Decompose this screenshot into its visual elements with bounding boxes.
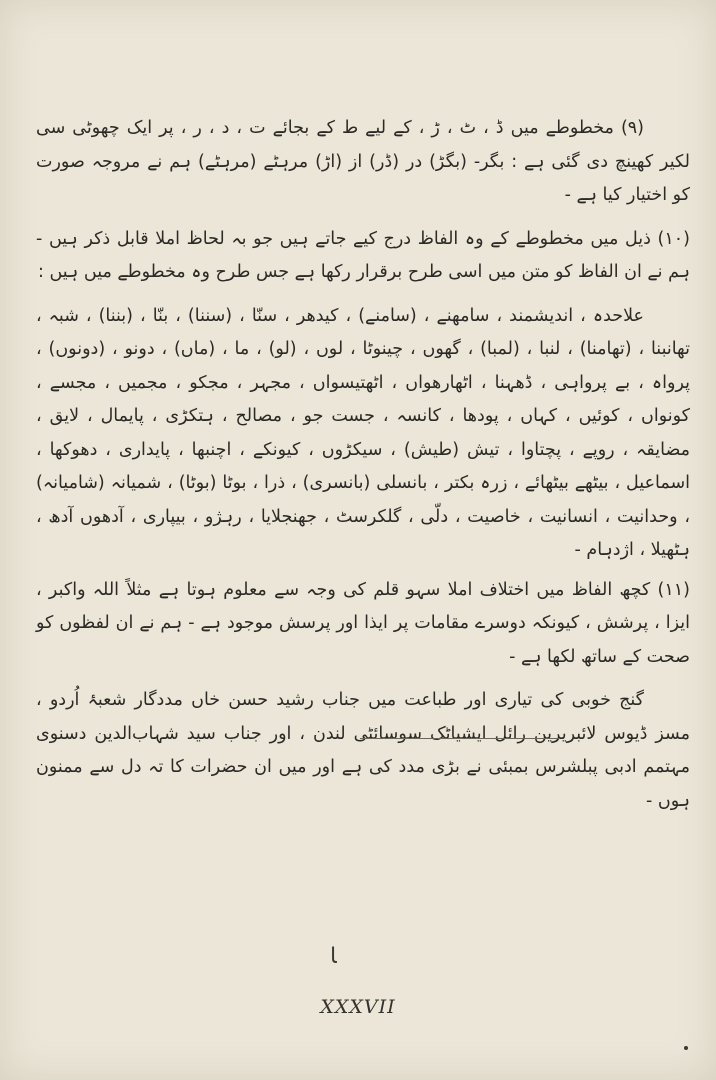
paragraph-10: (۱۰) ذیل میں مخطوطے کے وہ الفاظ درج کیے جاتے ہیں جو بہ لحاظ املا قابل ذکر ہیں - ہم نے ان الفاظ کو متن میں اسی طرح برقرار رکھا ہے جس طرح وہ مخطوطے میں ہیں :	[36, 228, 690, 282]
ink-dot	[684, 1046, 688, 1050]
acknowledgement-paragraph: گنج خوبی کی تیاری اور طباعت میں جناب رشید حسن خاں مددگار شعبۂ اُردو ، مسز ڈیوس لائبریرین رائل ایشیاٹک سوسائٹی لندن ، اور جناب سید شہاب‌الدین دسنوی مہتمم ادبی پبلشرس بمبئی نے بڑی مدد کی ہے اور میں ان حضرات کا تہ دل سے ممنون ہوں -	[36, 690, 690, 811]
paragraph-9: (۹) مخطوطے میں ڈ ، ٹ ، ڑ ، کے لیے ط کے بجائے ت ، د ، ر ، پر ایک چھوٹی سی لکیر کھینچ دی گئی ہے : بگر- (بگڑ) در (ڈر) از (اڑ) مرہٹے (مرہٹے) ہم نے مروجہ صورت کو اختیار کیا ہے -	[36, 118, 690, 205]
paragraph-11: (۱۱) کچھ الفاظ میں اختلاف املا سہو قلم کی وجہ سے معلوم ہوتا ہے مثلاً اللہ واکبر ، ایزا ، پرشش ، کیونکہ دوسرے مقامات پر ایذا اور پرسش موجود ہے - ہم نے ان لفظوں کو صحت کے ساتھ لکھا ہے -	[36, 579, 690, 667]
page-number: XXXVII	[320, 996, 396, 1018]
separator-rule	[360, 738, 560, 739]
folio-mark: ﺎ	[330, 944, 337, 969]
word-list-paragraph: علاحدہ ، اندیشمند ، سامھنے ، (سامنے) ، کیدھر ، سنّا ، (سننا) ، بنّا ، (بننا) ، شبہ ، تھانبنا ، (تھامنا) ، لنبا ، (لمبا) ، گھوں ، چینوٹا ، لوں ، (لو) ، ما ، (ماں) ، دونو ، (دونوں) ، پرواہ ، بے پرواہی ، ڈھہنا ، اٹھارھواں ، اٹھتیسواں ، مجہر ، مجکو ، مجمیں ، مجسے ، کونواں ، کوئیں ، کہاں ، پودھا ، کانسہ ، جست جو ، مصالح ، ہتکڑی ، پایمال ، لایق ، مضایقہ ، روپے ، پچتاوا ، تیش (طیش) ، سیکڑوں ، کیونکے ، اچنبھا ، پایداری ، دھوکھا ، اسماعیل ، بیٹھے بیٹھائے ، زرہ بکتر ، بانسلی (بانسری) ، ذرا ، بوٹا (بوٹا) ، شمیانہ (شامیانہ) ، وحدانیت ، انسانیت ، خاصیت ، دلّی ، گلکرسٹ ، جھنجلایا ، رہژو ، بیپاری ، آدھوں آدھ ، ہٹھیلا ، اژدہام -	[36, 305, 690, 560]
urdu-text-body	[36, 112, 690, 828]
